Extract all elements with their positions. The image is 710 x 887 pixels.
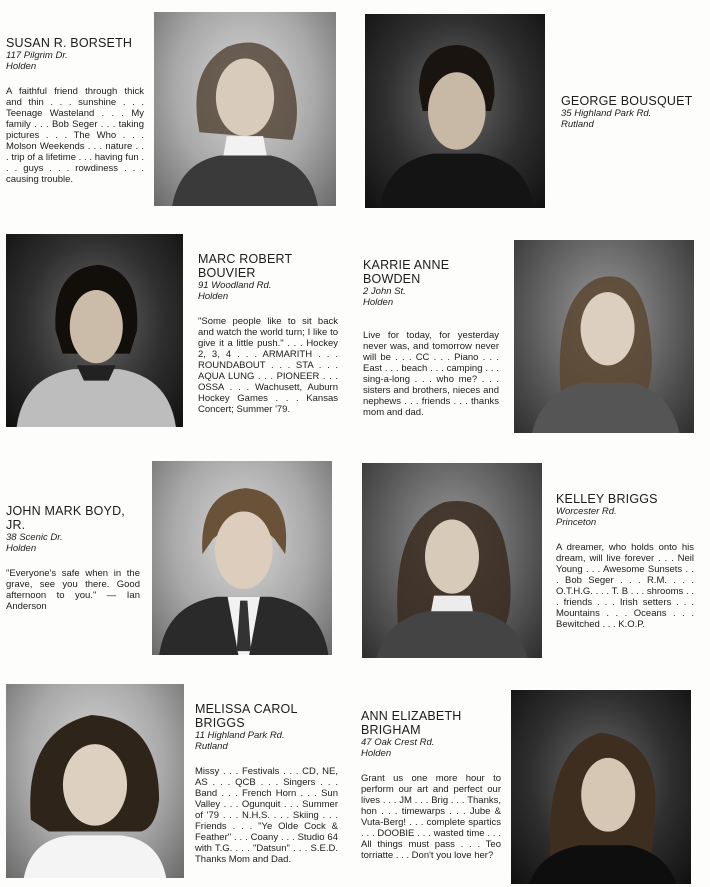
student-name: KARRIE ANNE BOWDEN xyxy=(363,258,450,286)
student-blurb: A faithful friend through thick and thin . . . sunshine . . . Teenage Wasteland . . . My family . . . Bob Seger . . . taking pictures . . . The Who . . . Molson Weekends . . . nature . . . trip of a lifetime . . . having fun . . . guys . . . rowdiness . . . causing trouble. xyxy=(6,86,144,185)
student-entry-bowden xyxy=(363,258,499,418)
portrait-silhouette-icon xyxy=(362,463,542,658)
student-blurb: "Some people like to sit back and watch the world turn; I like to give it a little push." . . . Hockey 2, 3, 4 . . . ARMARITH . . . ROUNDABOUT . . . STA . . . AQUA LUNG . . . PIONEER . . . OSSA . . . Wachusett, Auburn Hockey Games . . . Kansas Concert; Summer '79. xyxy=(198,316,338,415)
student-town: Holden xyxy=(361,748,392,759)
student-town: Holden xyxy=(6,61,37,72)
portrait-silhouette-icon xyxy=(152,461,332,655)
student-town: Holden xyxy=(6,543,37,554)
student-photo-bouvier xyxy=(6,234,183,427)
student-entry-borseth xyxy=(6,36,144,185)
student-address: 11 Highland Park Rd. xyxy=(195,730,285,741)
portrait-silhouette-icon xyxy=(514,240,694,433)
student-town: Holden xyxy=(363,297,394,308)
student-entry-briggs-kelley xyxy=(556,492,694,630)
student-blurb: Live for today, for yesterday never was, and tomorrow never will be . . . CC . . . Piano . . . East . . . beach . . . camping . . . sing-a-long . . . who me? . . . sisters and brothers, nieces and nephews . . . friends . . . thanks mom and dad. xyxy=(363,330,499,418)
portrait-silhouette-icon xyxy=(365,14,545,208)
student-name: SUSAN R. BORSETH xyxy=(6,36,133,50)
portrait-silhouette-icon xyxy=(6,684,184,878)
student-address: 38 Scenic Dr. xyxy=(6,532,63,543)
portrait-silhouette-icon xyxy=(511,690,691,884)
student-town: Rutland xyxy=(561,119,594,130)
student-town: Princeton xyxy=(556,517,597,528)
student-address: 91 Woodland Rd. xyxy=(198,280,272,291)
student-photo-brigham xyxy=(511,690,691,884)
student-photo-briggs-melissa xyxy=(6,684,184,878)
student-photo-boyd xyxy=(152,461,332,655)
student-entry-bousquet xyxy=(561,94,706,130)
student-name: GEORGE BOUSQUET xyxy=(561,94,693,108)
student-address: 2 John St. xyxy=(363,286,406,297)
student-address: 117 Pilgrim Dr. xyxy=(6,50,68,61)
student-name: MELISSA CAROL BRIGGS xyxy=(195,702,298,730)
portrait-silhouette-icon xyxy=(6,234,183,427)
student-blurb: Grant us one more hour to perform our art and perfect our lives . . . JM . . . Brig . . . Thanks, hon . . . timewarps . . . Jube & Vuta-Berg! . . . complete spartics . . . DOOBIE . . . wasted time . . . All things must pass . . . Teo torriatte . . . Don't you love her? xyxy=(361,773,501,861)
student-name: JOHN MARK BOYD, JR. xyxy=(6,504,125,532)
portrait-silhouette-icon xyxy=(154,12,336,206)
student-name: KELLEY BRIGGS xyxy=(556,492,658,506)
student-address: 35 Highland Park Rd. xyxy=(561,108,652,119)
student-photo-borseth xyxy=(154,12,336,206)
student-blurb: Missy . . . Festivals . . . CD, NE, AS . . . QCB . . . Singers . . . Band . . . French Horn . . . Sun Valley . . . Ogunquit . . . Summer of '79 . . . N.H.S. . . . Skiing . . . Friends . . . "Ye Olde Cock & Feather" . . . Coany . . . Studio 64 with T.G. . . . "Datsun" . . . S.E.D. Thanks Mom and Dad. xyxy=(195,766,338,865)
student-blurb: "Everyone's safe when in the grave, see you there. Good afternoon to you." — Ian Anderson xyxy=(6,568,140,612)
student-entry-brigham xyxy=(361,709,501,861)
student-entry-briggs-melissa xyxy=(195,702,338,865)
student-photo-bousquet xyxy=(365,14,545,208)
student-entry-bouvier xyxy=(198,252,338,415)
student-name: MARC ROBERT BOUVIER xyxy=(198,252,293,280)
student-address: Worcester Rd. xyxy=(556,506,617,517)
student-photo-bowden xyxy=(514,240,694,433)
student-address: 47 Oak Crest Rd. xyxy=(361,737,435,748)
student-blurb: A dreamer, who holds onto his dream, will live forever . . . Neil Young . . . Awesome Sunsets . . . Bob Seger . . . R.M. . . . O.T.H.G. . . . T. B . . . shrooms . . . friends . . . Irish setters . . . Mountains . . . Oceans . . . Bewitched . . . K.O.P. xyxy=(556,542,694,630)
student-name: ANN ELIZABETH BRIGHAM xyxy=(361,709,462,737)
student-entry-boyd xyxy=(6,504,140,612)
student-town: Rutland xyxy=(195,741,228,752)
student-town: Holden xyxy=(198,291,229,302)
student-photo-briggs-kelley xyxy=(362,463,542,658)
